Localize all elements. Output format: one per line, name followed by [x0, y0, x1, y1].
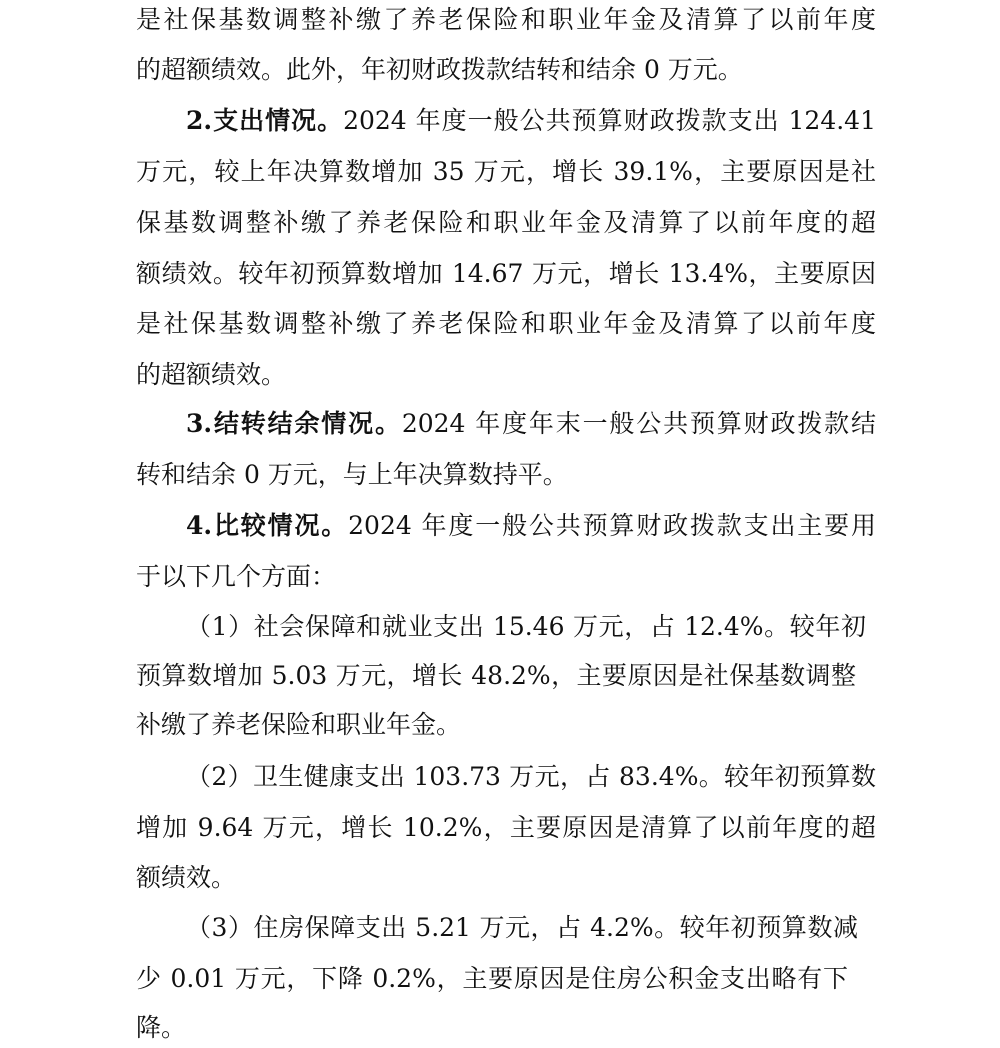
section-heading-comparison: 4.比较情况。	[186, 511, 349, 540]
paragraph-5-line-2: 预算数增加 5.03 万元，增长 48.2%，主要原因是社保基数调整	[136, 661, 856, 690]
paragraph-1-line-2: 的超额绩效。此外，年初财政拨款结转和结余 0 万元。	[136, 55, 743, 84]
paragraph-2-line-3: 保基数调整补缴了养老保险和职业年金及清算了以前年度的超	[136, 208, 876, 237]
paragraph-4-line-1-text: 2024 年度一般公共预算财政拨款支出主要用	[348, 511, 876, 540]
paragraph-6-line-3: 额绩效。	[136, 863, 237, 892]
paragraph-2-line-6: 的超额绩效。	[136, 360, 287, 389]
paragraph-1-line-1: 是社保基数调整补缴了养老保险和职业年金及清算了以前年度	[136, 5, 876, 34]
paragraph-5-line-1: （1）社会保障和就业支出 15.46 万元，占 12.4%。较年初	[186, 612, 866, 641]
paragraph-3-line-1-text: 2024 年度年末一般公共预算财政拨款结	[401, 409, 876, 438]
paragraph-7-line-1: （3）住房保障支出 5.21 万元，占 4.2%。较年初预算数减	[186, 913, 858, 942]
section-heading-carryover: 3.结转结余情况。	[186, 409, 402, 438]
paragraph-2-line-2: 万元，较上年决算数增加 35 万元，增长 39.1%，主要原因是社	[136, 157, 876, 186]
paragraph-7-line-2: 少 0.01 万元，下降 0.2%，主要原因是住房公积金支出略有下	[136, 964, 848, 993]
paragraph-6-line-1: （2）卫生健康支出 103.73 万元，占 83.4%。较年初预算数	[186, 762, 876, 791]
paragraph-5-line-3: 补缴了养老保险和职业年金。	[136, 710, 462, 739]
paragraph-3-line-2: 转和结余 0 万元，与上年决算数持平。	[136, 460, 568, 489]
paragraph-2-line-1	[136, 101, 876, 141]
paragraph-3-line-1	[136, 404, 876, 444]
paragraph-2-line-4: 额绩效。较年初预算数增加 14.67 万元，增长 13.4%，主要原因	[136, 259, 876, 288]
paragraph-6-line-2: 增加 9.64 万元，增长 10.2%，主要原因是清算了以前年度的超	[136, 813, 876, 842]
paragraph-4-line-1	[136, 506, 876, 546]
paragraph-7-line-3: 降。	[136, 1013, 187, 1042]
paragraph-2-line-1-text: 2024 年度一般公共预算财政拨款支出 124.41	[343, 106, 876, 135]
section-heading-expenditure: 2.支出情况。	[186, 106, 344, 135]
paragraph-4-line-2: 于以下几个方面：	[136, 562, 337, 591]
paragraph-2-line-5: 是社保基数调整补缴了养老保险和职业年金及清算了以前年度	[136, 309, 876, 338]
